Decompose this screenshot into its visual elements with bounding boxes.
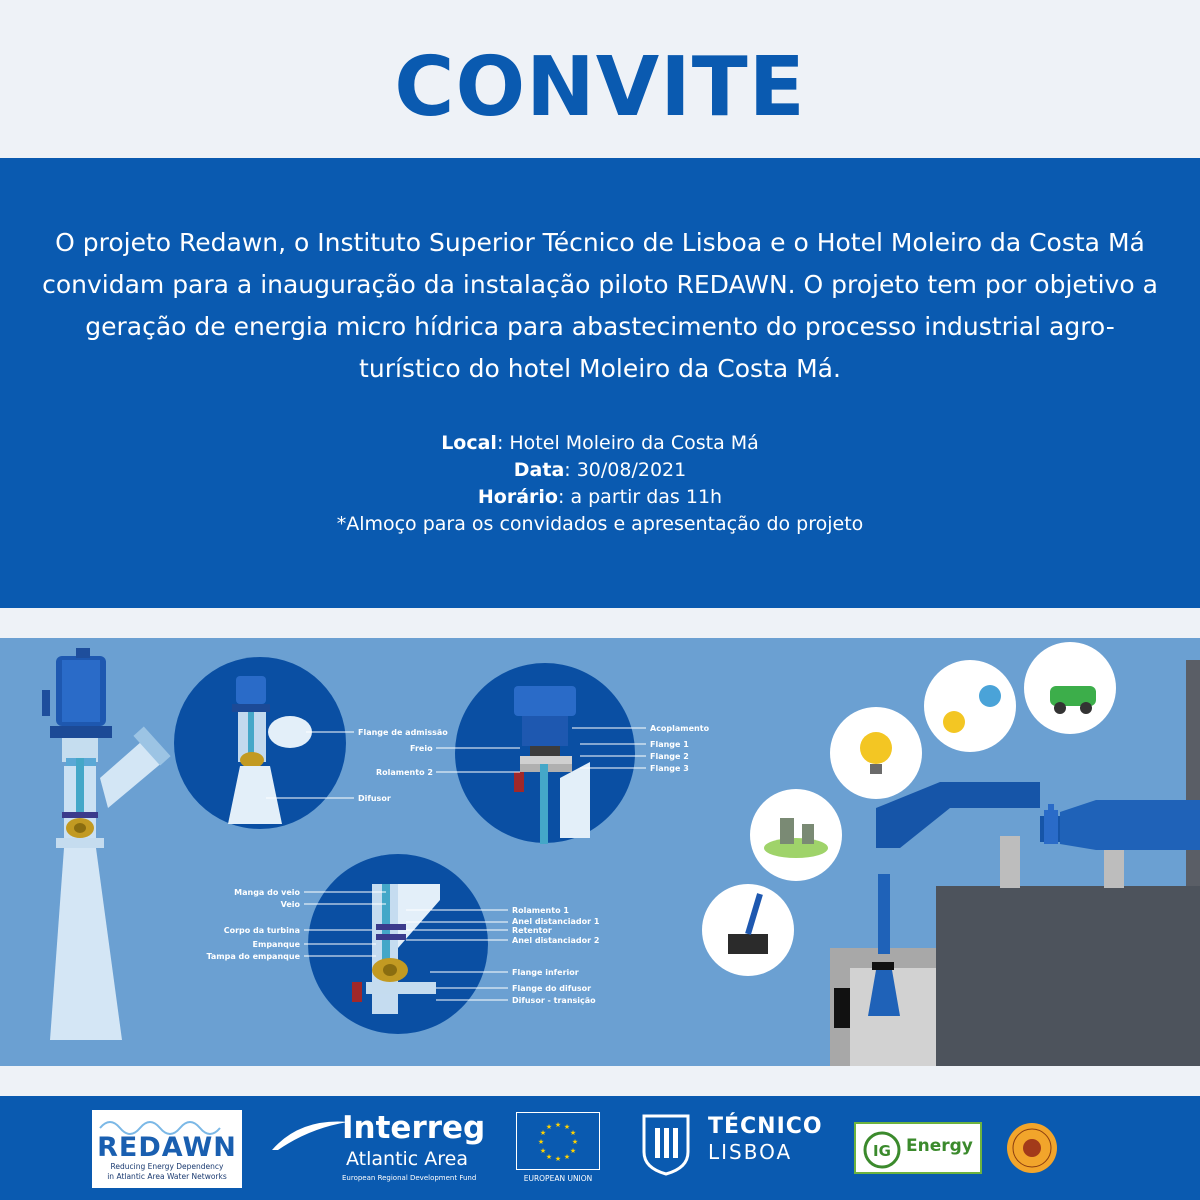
eu-flag	[516, 1112, 600, 1170]
svg-text:★: ★	[563, 1153, 571, 1161]
tecnico-wordmark: TÉCNICO	[708, 1114, 823, 1139]
ig-energy-logo	[854, 1122, 982, 1174]
turbine-diagram	[0, 638, 1200, 1066]
partner-logos	[0, 1096, 1200, 1200]
swoosh-icon	[270, 1114, 350, 1154]
label-acoplamento: Acoplamento	[650, 724, 710, 733]
interreg-logo	[270, 1108, 510, 1194]
separator	[0, 608, 1200, 638]
label-difusor: Difusor	[358, 794, 391, 803]
horario-value: : a partir das 11h	[558, 486, 723, 508]
data-label: Data	[513, 459, 565, 481]
label-anel-2: Anel distanciador 2	[512, 936, 600, 945]
invitation-band	[0, 158, 1200, 608]
label-flange-difusor: Flange do difusor	[512, 984, 592, 993]
local-value: : Hotel Moleiro da Costa Má	[496, 432, 759, 454]
turbine-full-view	[42, 648, 171, 1040]
redawn-wordmark: REDAWN	[97, 1132, 237, 1163]
page-title: CONVITE	[394, 40, 806, 135]
svg-text:★: ★	[539, 1147, 547, 1155]
label-flange-1: Flange 1	[650, 740, 689, 749]
interreg-fund: European Regional Development Fund	[342, 1174, 477, 1182]
event-details	[0, 430, 1200, 538]
ig-wordmark: Energy	[906, 1136, 973, 1156]
local-label: Local	[441, 432, 497, 454]
separator	[0, 1066, 1200, 1096]
redawn-logo	[92, 1110, 242, 1188]
label-freio: Freio	[410, 744, 433, 753]
detail-circle-runner	[206, 854, 599, 1034]
label-retentor: Retentor	[512, 926, 552, 935]
shield-icon	[640, 1112, 692, 1176]
interreg-area: Atlantic Area	[346, 1148, 469, 1170]
redawn-tagline-line-1: Reducing Energy Dependency	[110, 1162, 224, 1171]
svg-text:★: ★	[563, 1123, 571, 1131]
moleiro-logo	[1006, 1122, 1058, 1174]
local-line	[0, 430, 1200, 457]
eu-stars-icon	[517, 1113, 599, 1169]
svg-text:★: ★	[545, 1153, 553, 1161]
lunch-note: *Almoço para os convidados e apresentação do projeto	[336, 513, 864, 535]
svg-text:★: ★	[569, 1147, 577, 1155]
label-rolamento-1: Rolamento 1	[512, 906, 569, 915]
header-area	[0, 0, 1200, 158]
detail-circle-inlet	[174, 657, 448, 829]
label-flange-3: Flange 3	[650, 764, 689, 773]
label-flange-2: Flange 2	[650, 752, 689, 761]
horario-line	[0, 484, 1200, 511]
svg-text:★: ★	[554, 1155, 562, 1163]
label-empanque: Empanque	[252, 940, 300, 949]
redawn-tagline	[94, 1162, 240, 1182]
moleiro-seal-icon	[1006, 1122, 1058, 1174]
label-rolamento-2: Rolamento 2	[376, 768, 433, 777]
svg-text:★: ★	[554, 1121, 562, 1129]
label-tampa-empanque: Tampa do empanque	[206, 952, 300, 961]
eu-label: EUROPEAN UNION	[523, 1174, 593, 1183]
data-line	[0, 457, 1200, 484]
turbine-illustration	[0, 638, 1200, 1066]
svg-text:★: ★	[569, 1129, 577, 1137]
lisboa-wordmark: LISBOA	[708, 1140, 793, 1164]
installation-scene	[702, 642, 1200, 1066]
ig-mark: IG	[873, 1142, 891, 1160]
label-manga-veio: Manga do veio	[234, 888, 300, 897]
invitation-intro: O projeto Redawn, o Instituto Superior Técnico de Lisboa e o Hotel Moleiro da Costa Má convidam para a inauguração da instalação piloto REDAWN. O projeto tem por objetivo a geração de energia micro hídrica para abastecimento do processo industrial agro-turístico do hotel Moleiro da Costa Má.	[42, 228, 1158, 383]
label-corpo-turbina: Corpo da turbina	[223, 926, 300, 935]
interreg-wordmark: Interreg	[342, 1110, 486, 1146]
detail-circle-coupling	[376, 663, 710, 844]
svg-text:★: ★	[545, 1123, 553, 1131]
horario-label: Horário	[477, 486, 558, 508]
redawn-tagline-line-2: in Atlantic Area Water Networks	[107, 1172, 227, 1181]
label-flange-admissao: Flange de admissão	[358, 728, 448, 737]
ig-mark-icon	[862, 1130, 902, 1170]
svg-text:★: ★	[571, 1138, 579, 1146]
label-veio: Veio	[280, 900, 300, 909]
svg-text:★: ★	[537, 1138, 545, 1146]
label-difusor-transicao: Difusor - transição	[512, 996, 596, 1005]
data-value: : 30/08/2021	[564, 459, 687, 481]
svg-text:★: ★	[539, 1129, 547, 1137]
tecnico-logo	[640, 1110, 830, 1180]
label-flange-inferior: Flange inferior	[512, 968, 579, 977]
label-anel-1: Anel distanciador 1	[512, 917, 600, 926]
